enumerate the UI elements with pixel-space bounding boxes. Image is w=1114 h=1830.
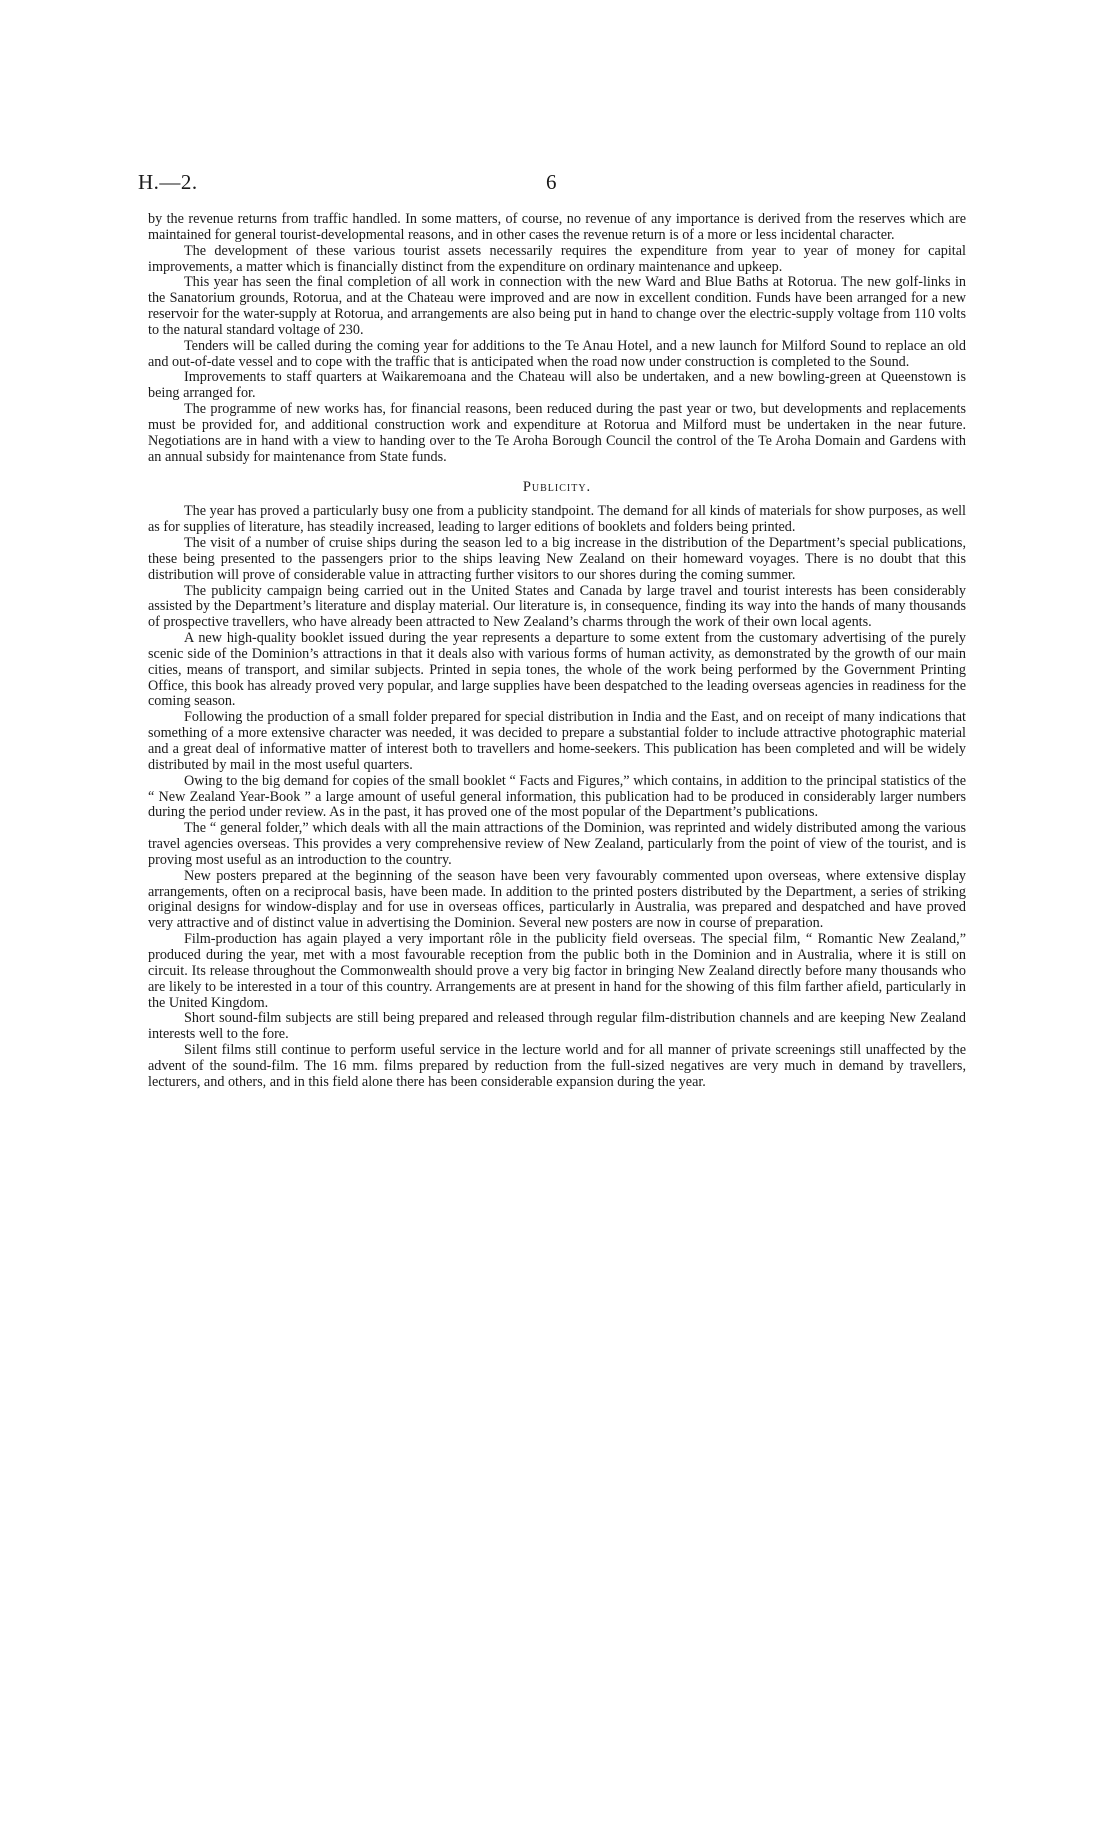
- paragraph: Tenders will be called during the coming year for additions to the Te Anau Hotel, and a new launch for Milford Sound to replace an old and out-of-date vessel and to cope with the traffic that is anticipated when the road now under construction is completed to the Sound.: [148, 337, 966, 370]
- paragraph: The visit of a number of cruise ships during the season led to a big increase in the distribution of the Department’s special publications, these being presented to the passengers prior to the ships leaving New Zealand on their homeward voyages. There is no doubt that this distribution will prove of considerable value in attracting further visitors to our shores during the coming summer.: [148, 535, 966, 583]
- paragraph: The year has proved a particularly busy one from a publicity standpoint. The demand for all kinds of materials for show purposes, as well as for supplies of literature, has steadily increased, leading to larger editions of booklets and folders being printed.: [148, 503, 966, 536]
- paragraph: The publicity campaign being carried out in the United States and Canada by large travel and tourist interests has been considerably assisted by the Department’s literature and display material. Our literature is, in consequence, finding its way into the hands of many thousands of prospective travellers, who have already been attracted to New Zealand’s charms through the work of their own local agents.: [148, 582, 966, 631]
- page-reference: H.—2.: [138, 170, 198, 194]
- section-heading-publicity: Publicity.: [522, 478, 592, 495]
- paragraph: Owing to the big demand for copies of the small booklet “ Facts and Figures,” which contains, in addition to the principal statistics of the “ New Zealand Year-Book ” a large amount of useful general information, this publication had to be produced in considerably larger numbers during the period under review. As in the past, it has proved one of the most popular of the Department’s publications.: [148, 772, 966, 821]
- document-body: [148, 212, 966, 1091]
- paragraph: A new high-quality booklet issued during the year represents a departure to some extent from the customary advertising of the purely scenic side of the Dominion’s attractions in that it deals also with various forms of human activity, as demonstrated by the growth of our main cities, means of transport, and similar subjects. Printed in sepia tones, the whole of the work being performed by the Government Printing Office, this book has already proved very popular, and large supplies have been despatched to the leading overseas agencies in readiness for the coming season.: [148, 630, 966, 710]
- paragraph: This year has seen the final completion of all work in connection with the new Ward and Blue Baths at Rotorua. The new golf-links in the Sanatorium grounds, Rotorua, and at the Chateau were improved and are now in excellent condition. Funds have been arranged for a new reservoir for the water-supply at Rotorua, and arrangements are also being put in hand to change over the electric-supply voltage from 110 volts to the natural standard voltage of 230.: [148, 274, 966, 338]
- paragraph: by the revenue returns from traffic handled. In some matters, of course, no revenue of any importance is derived from the reserves which are maintained for general tourist-developmental reasons, and in other cases the revenue return is of a more or less incidental character.: [148, 211, 966, 243]
- paragraph: Short sound-film subjects are still being prepared and released through regular film-distribution channels and are keeping New Zealand interests well to the fore.: [148, 1010, 966, 1043]
- paragraph: The “ general folder,” which deals with all the main attractions of the Dominion, was reprinted and widely distributed among the various travel agencies overseas. This provides a very comprehensive review of New Zealand, particularly from the point of view of the tourist, and is proving most useful as an introduction to the country.: [148, 820, 966, 868]
- paragraph: Following the production of a small folder prepared for special distribution in India and the East, and on receipt of many indications that something of a more extensive character was needed, it was decided to prepare a substantial folder to include attractive photographic material and a great deal of informative matter of interest both to travellers and home-seekers. This publication has been completed and will be widely distributed by mail in the most useful quarters.: [148, 709, 966, 773]
- paragraph: Silent films still continue to perform useful service in the lecture world and for all manner of private screenings still unaffected by the advent of the sound-film. The 16 mm. films prepared by reduction from the full-sized negatives are very much in demand by travellers, lecturers, and others, and in this field alone there has been considerable expansion during the year.: [148, 1042, 966, 1090]
- paragraph: New posters prepared at the beginning of the season have been very favourably commented upon overseas, where extensive display arrangements, often on a reciprocal basis, have been made. In addition to the printed posters distributed by the Department, a series of striking original designs for window-display and for use in overseas offices, particularly in Australia, was prepared and despatched and have proved very attractive and of distinct value in advertising the Dominion. Several new posters are now in course of preparation.: [148, 867, 966, 932]
- paragraph: Film-production has again played a very important rôle in the publicity field overseas. The special film, “ Romantic New Zealand,” produced during the year, met with a most favourable reception from the public both in the Dominion and in Australia, where it is still on circuit. Its release throughout the Commonwealth should prove a very big factor in bringing New Zealand directly before many thousands who are likely to be interested in a tour of this country. Arrangements are at present in hand for the showing of this film farther afield, particularly in the United Kingdom.: [148, 931, 966, 1011]
- page-number: 6: [546, 170, 557, 194]
- paragraph: The programme of new works has, for financial reasons, been reduced during the past year or two, but developments and replacements must be provided for, and additional construction work and expenditure at Rotorua and Milford must be undertaken in the near future. Negotiations are in hand with a view to handing over to the Te Aroha Borough Council the control of the Te Aroha Domain and Gardens with an annual subsidy for maintenance from State funds.: [148, 401, 966, 465]
- paragraph: Improvements to staff quarters at Waikaremoana and the Chateau will also be undertaken, and a new bowling-green at Queenstown is being arranged for.: [148, 369, 966, 402]
- paragraph: The development of these various tourist assets necessarily requires the expenditure from year to year of money for capital improvements, a matter which is financially distinct from the expenditure on ordinary maintenance and upkeep.: [148, 242, 966, 275]
